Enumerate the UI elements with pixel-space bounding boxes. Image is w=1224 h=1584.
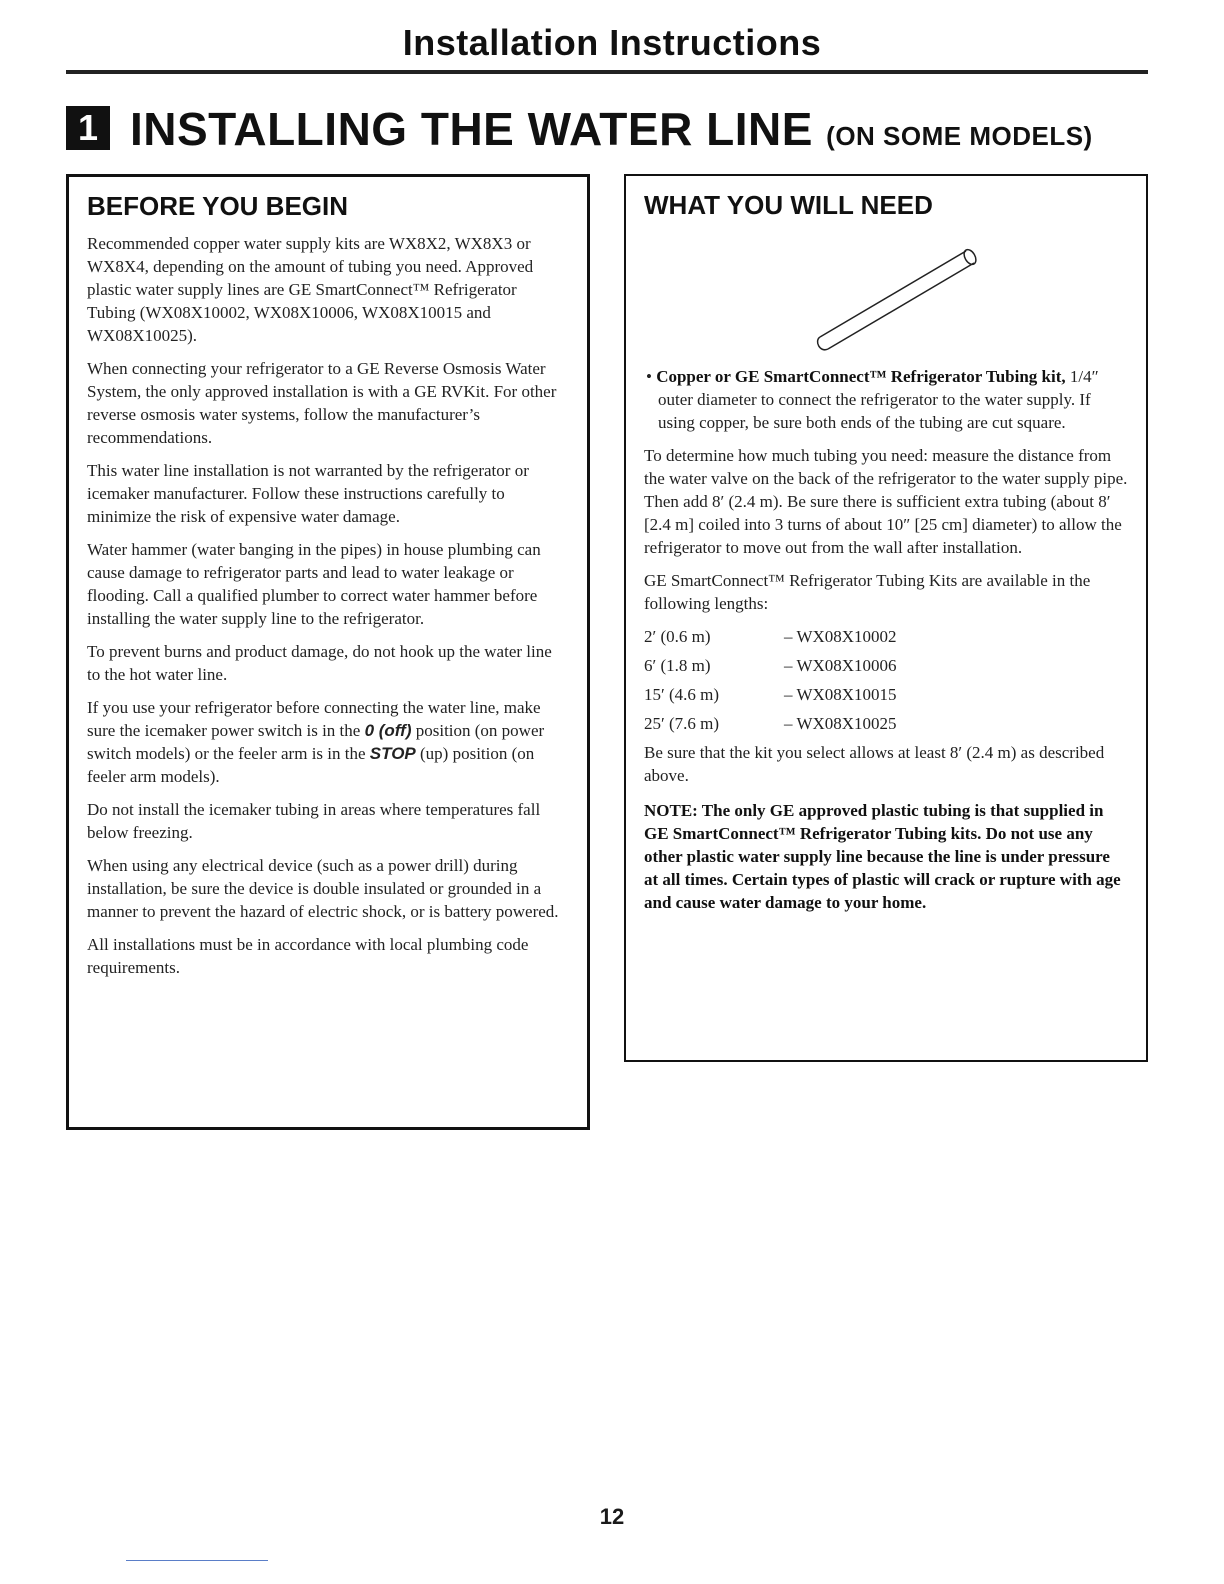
tubing-kit-text: 1/4″ outer diameter to connect the refrigerator to the water supply. If using copper, be sure both ends of the tubing are cut square. <box>658 367 1099 432</box>
section-title <box>130 100 1093 165</box>
note-plastic-tubing: NOTE: The only GE approved plastic tubing is that supplied in GE SmartConnect™ Refrigerator Tubing kits. Do not use any other plastic water supply line because the line is under pressure at all times. Certain types of plastic will crack or rupture with age and cause water damage to your home. <box>644 801 1121 912</box>
page-number: 12 <box>599 1504 625 1529</box>
kit-length-row <box>644 683 1128 706</box>
kit-length-size: 2′ (0.6 m) <box>644 627 711 646</box>
footer-divider <box>126 1560 268 1561</box>
section-title-main: INSTALLING THE WATER LINE <box>130 103 813 155</box>
kit-length-size: 15′ (4.6 m) <box>644 685 720 704</box>
copper-tube-illustration <box>784 231 984 359</box>
paragraph-electrical: When using any electrical device (such as a power drill) during installation, be sure the device is double insulated or grounded in a manner to prevent the hazard of electric shock, or is battery powered. <box>87 856 559 921</box>
kit-lengths-list <box>644 625 1128 735</box>
paragraph-icemaker-switch <box>87 696 569 788</box>
paragraph-plumbing-code: All installations must be in accordance with local plumbing code requirements. <box>87 935 529 977</box>
paragraph-reverse-osmosis: When connecting your refrigerator to a GE Reverse Osmosis Water System, the only approved installation is with a GE RVKit. For other reverse osmosis water systems, follow the manufacturer’s recommendations. <box>87 359 557 447</box>
tubing-kit-bullet: • Copper or GE SmartConnect™ Refrigerator Tubing kit, 1/4″ outer diameter to connect the refrigerator to the water supply. If using copper, be sure both ends of the tubing are cut square. <box>646 367 1099 432</box>
kit-length-part: – WX08X10025 <box>784 714 897 733</box>
page-header-title: Installation Instructions <box>402 22 822 63</box>
what-you-need-box <box>624 174 1148 1062</box>
what-you-need-title: WHAT YOU WILL NEED <box>644 190 933 220</box>
before-you-begin-box <box>66 174 590 1130</box>
paragraph-kit-lengths: GE SmartConnect™ Refrigerator Tubing Kits are available in the following lengths: <box>644 571 1091 613</box>
off-position-label: 0 (off) <box>364 721 412 740</box>
section-title-qualifier: (ON SOME MODELS) <box>826 121 1093 151</box>
tubing-kit-label: Copper or GE SmartConnect™ Refrigerator Tubing kit, <box>656 367 1066 386</box>
paragraph-copper-kits: Recommended copper water supply kits are WX8X2, WX8X3 or WX8X4, depending on the amount of tubing you need. Approved plastic water supply lines are GE SmartConnect™ Refrigerator Tubing (WX08X10002, WX08X10006, WX08X10015 and WX08X10025). <box>87 234 534 345</box>
kit-length-row <box>644 712 1128 735</box>
icemaker-text-b: position (on power switch models) or the feeler arm is in the <box>87 721 545 763</box>
kit-length-part: – WX08X10002 <box>784 627 897 646</box>
kit-length-size: 6′ (1.8 m) <box>644 656 711 675</box>
paragraph-water-hammer: Water hammer (water banging in the pipes) in house plumbing can cause damage to refrigerator parts and lead to water leakage or flooding. Call a qualified plumber to correct water hammer before installing the water supply line to the refrigerator. <box>87 540 541 628</box>
kit-length-row <box>644 625 1128 648</box>
paragraph-hot-water: To prevent burns and product damage, do not hook up the water line to the hot water line. <box>87 642 552 684</box>
icemaker-text-c: (up) position (on feeler arm models). <box>87 744 535 786</box>
kit-length-row <box>644 654 1128 677</box>
section-number-badge: 1 <box>66 106 110 150</box>
stop-position-label: STOP <box>369 744 416 763</box>
section-heading <box>66 100 1148 160</box>
kit-length-size: 25′ (7.6 m) <box>644 714 720 733</box>
kit-length-part: – WX08X10015 <box>784 685 897 704</box>
icemaker-text-a: If you use your refrigerator before connecting the water line, make sure the icemaker power switch is in the <box>87 698 541 740</box>
header-divider <box>66 70 1148 74</box>
paragraph-warranty: This water line installation is not warranted by the refrigerator or icemaker manufacturer. Follow these instructions carefully to minimize the risk of expensive water damage. <box>87 461 529 526</box>
paragraph-freezing: Do not install the icemaker tubing in areas where temperatures fall below freezing. <box>87 800 541 842</box>
kit-length-part: – WX08X10006 <box>784 656 897 675</box>
before-you-begin-title: BEFORE YOU BEGIN <box>87 191 349 221</box>
paragraph-kit-selection: Be sure that the kit you select allows at least 8′ (2.4 m) as described above. <box>644 743 1105 785</box>
paragraph-measure-tubing: To determine how much tubing you need: measure the distance from the water valve on the back of the refrigerator to the water supply pipe. Then add 8′ (2.4 m). Be sure there is sufficient extra tubing (about 8′ [2.4 m] coiled into 3 turns of about 10″ [25 cm] diameter) to allow the refrigerator to move out from the wall after installation. <box>644 446 1128 557</box>
